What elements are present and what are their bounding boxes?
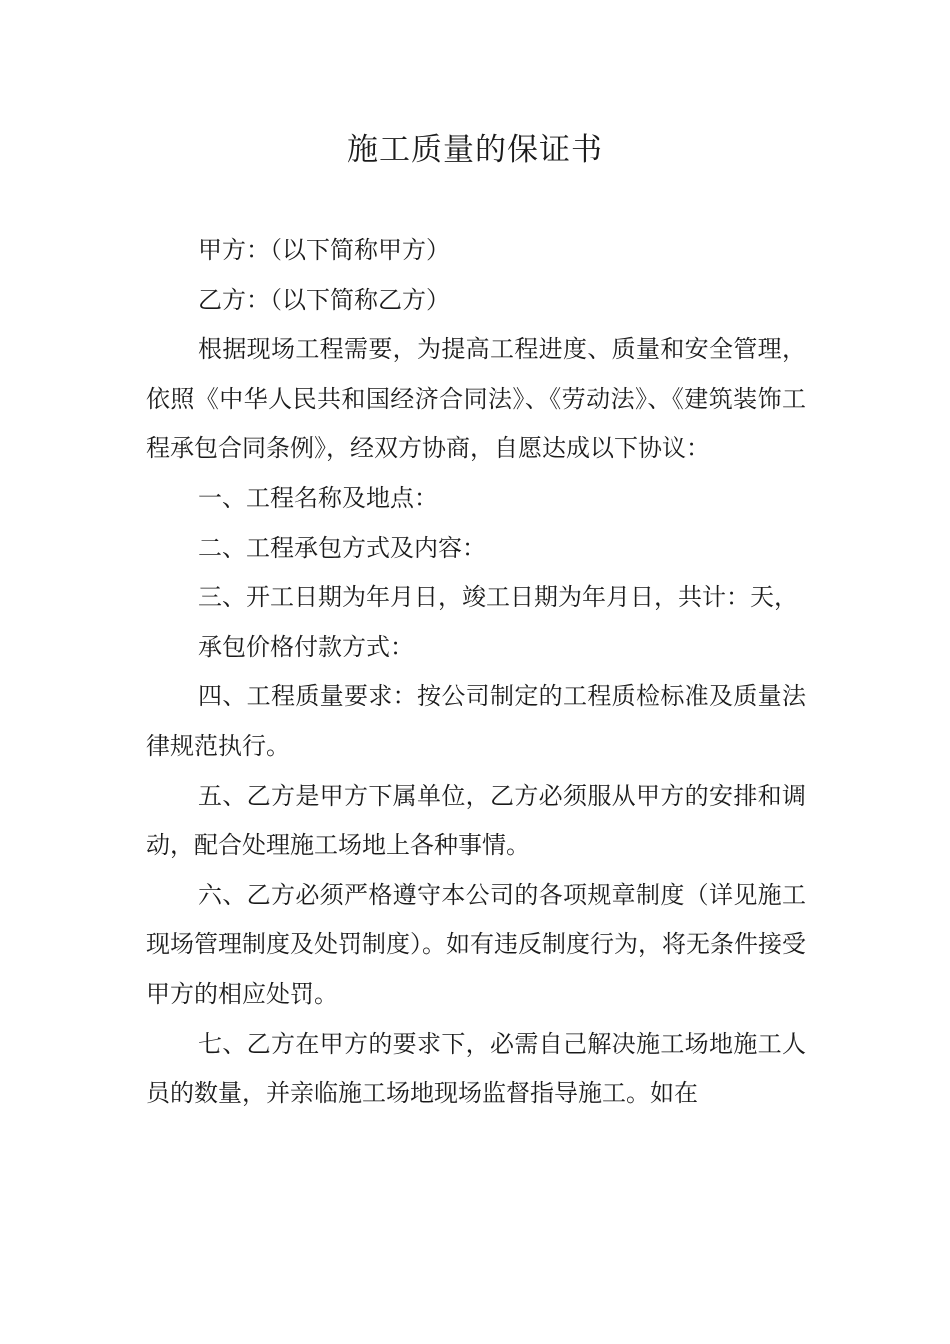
party-b-line: 乙方：（以下简称乙方） (198, 285, 450, 314)
clause-3: 三、开工日期为年月日，竣工日期为年月日，共计：天， (198, 583, 798, 612)
clause-4: 四、工程质量要求：按公司制定的工程质检标准及质量法律规范执行。 (146, 682, 806, 760)
clause-5: 五、乙方是甲方下属单位，乙方必须服从甲方的安排和调动，配合处理施工场地上各种事情。 (146, 781, 806, 860)
document-title: 施工质量的保证书 (347, 132, 603, 168)
clause-2: 二、工程承包方式及内容： (198, 533, 486, 562)
clause-6: 六、乙方必须严格遵守本公司的各项规章制度（详见施工现场管理制度及处罚制度）。如有违反制度行为，将无条件接受甲方的相应处罚。 (146, 880, 806, 1008)
payment-method-line: 承包价格付款方式： (198, 632, 414, 661)
party-a-line: 甲方：（以下简称甲方） (198, 236, 450, 264)
clause-7: 七、乙方在甲方的要求下，必需自己解决施工场地施工人员的数量，并亲临施工场地现场监督指导施工。如在 (146, 1029, 806, 1108)
preamble-paragraph: 根据现场工程需要，为提高工程进度、质量和安全管理，依照《中华人民共和国经济合同法》、《劳动法》、《建筑装饰工程承包合同条例》，经双方协商，自愿达成以下协议： (146, 335, 806, 463)
clause-1: 一、工程名称及地点： (198, 483, 438, 512)
document-body (146, 226, 806, 1119)
